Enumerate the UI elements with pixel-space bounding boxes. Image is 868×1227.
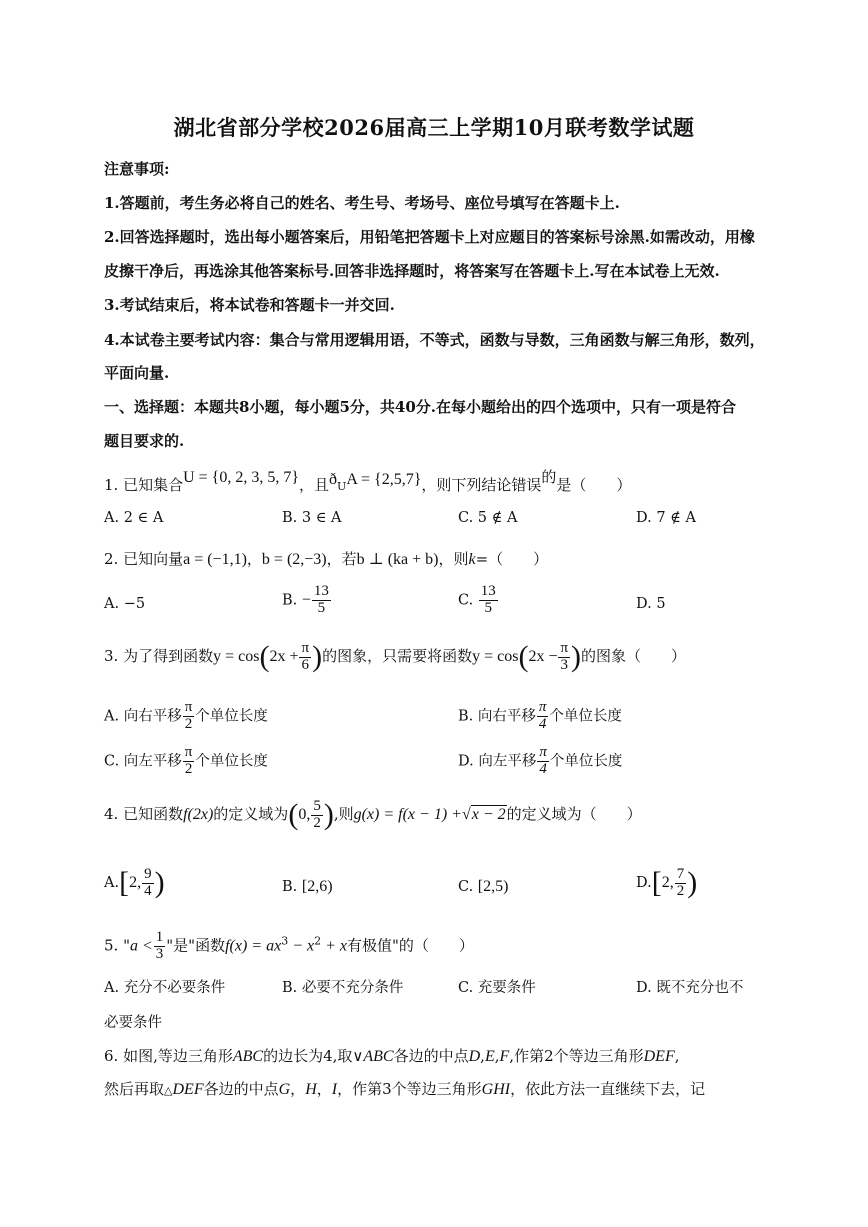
q6-line1-d: ,作第2个等边三角形 [509,1047,644,1065]
q4-opt-c-label: C. [458,879,474,895]
q5-func: f(x) = ax [225,937,282,955]
q1-complement-symbol: ð [329,471,338,488]
q4-opt-d-label: D. [636,875,652,891]
q3-opt-d-fraction [537,745,549,778]
question-6-line-2: 然后再取△DEF各边的中点G，H，I，作第3个等边三角形GHI，依此方法一直继续下去，记 [104,1080,706,1098]
q2-opt-c-label: C. [458,592,474,609]
q2-opt-c-num: 13 [480,583,496,599]
q3-opt-a-pi: π [184,699,193,715]
q4-opt-c-val: [2,5) [477,878,509,895]
q6-line2-d: ，依此方法一直继续下去，记 [510,1080,706,1098]
q4-opt-a-pre: 2, [129,874,142,891]
q6-abc: ABC [232,1048,264,1065]
q5-exp3: 3 [281,934,289,948]
q5-minus-x: − x [288,937,315,955]
q6-def: DEF [643,1048,675,1065]
q4-stem-a: 4. 已知函数 [104,805,184,823]
question-5-stem [104,930,778,963]
q3-opt-a-fraction [183,700,195,733]
q3-func2-den: 3 [560,656,568,673]
q4-stem-b: 的定义域为 [213,805,289,823]
q3-func1-arg: 2x + [269,648,299,665]
q3-opt-b-fraction [537,700,549,733]
q5-option-d-wrap: 必要条件 [104,1015,162,1031]
q4-opt-a-fraction [142,867,154,900]
q3-opt-c-den: 2 [184,760,193,777]
q2-opt-c-fraction [479,584,498,617]
q1-stem-a: 1. 已知集合 [104,476,184,494]
question-2-stem [104,548,778,569]
q4-opt-d-fraction [675,867,687,900]
q3-opt-c-pi: π [184,744,193,760]
q2-sep: ， [246,550,262,568]
q4-dom-fraction [311,799,323,832]
q1-option-c: C. 5 ∉ A [458,510,518,526]
q2-k: k [468,551,476,568]
q4-lparen: ( [288,798,299,831]
q3-option-d [458,745,622,778]
notice-heading: 注意事项: [104,160,170,178]
q3-func1-fraction [299,641,311,674]
section-1-line-2: 题目要求的. [104,432,185,450]
notice-item-2b: 皮擦干净后，再选涂其他答案标号.回答非选择题时，将答案写在答题卡上.写在本试卷上无效. [104,262,720,280]
q1-set-a: A = {2,5,7} [346,471,422,488]
question-6-line-1: 6. 如图,等边三角形ABC的边长为4,取∨ABC各边的中点D,E,F,作第2个等边三角形DEF, [104,1047,680,1065]
q3-opt-c-tail: 个单位长度 [195,753,268,770]
q2-opt-c-den: 5 [484,599,493,616]
q5-option-b: B. 必要不充分条件 [282,980,404,996]
q6-line1-c: 各边的中点 [393,1047,469,1065]
q2-stem-a: 2. 已知向量 [104,550,184,568]
q3-func1-den: 6 [301,656,310,673]
q3-func2-fraction [558,641,570,674]
q5-option-a: A. 充分不必要条件 [104,980,226,996]
q4-stem-d: 的定义域为（ ） [506,805,642,823]
q1-stem-e: 是（ ） [556,476,632,494]
q1-option-b: B. 3 ∈ A [282,510,342,526]
q3-opt-b-label: B. 向右平移 [458,708,536,725]
q3-opt-b-tail: 个单位长度 [549,708,622,725]
q3-opt-d-den: 4 [539,760,547,777]
q4-opt-d-rparen: ) [687,866,698,899]
q3-stem-c: 的图象（ ） [581,647,687,665]
q1-option-a: A. 2 ∈ A [104,510,164,526]
q5-den: 3 [155,945,164,962]
q4-gx: g(x) = f(x − 1) + [353,806,462,823]
q5-stem-a: 5. " [104,936,130,955]
q2-vector-a: a = (−1,1) [183,551,247,568]
notice-item-4b: 平面向量. [104,364,170,382]
q2-opt-b-label: B. [282,592,298,609]
q3-opt-b-den: 4 [538,715,547,732]
q3-opt-c-fraction [183,745,195,778]
q4-dom-den: 2 [313,814,321,831]
q4-opt-d-den: 2 [676,882,685,899]
q2-stem-b: ，若 [326,550,357,568]
q3-opt-c-label: C. 向左平移 [104,753,182,770]
q4-sqrt-arg: x − 2 [471,806,506,823]
q6-g: G [278,1081,291,1098]
q2-opt-b-num: 13 [313,583,329,599]
q6-ghi: GHI [481,1081,511,1098]
q4-option-d [636,866,697,900]
q6-f: F [499,1048,510,1065]
q2-option-d: D. 5 [636,596,666,612]
q2-option-b [282,584,332,617]
q3-opt-b-pi: π [538,699,547,715]
q3-func1-pi: π [301,639,310,656]
q4-opt-d-num: 7 [676,865,685,882]
q6-i: I [331,1081,338,1098]
q1-stem-c: ，则下列结论错误 [421,476,542,494]
q3-func2-pi: π [560,639,569,656]
q6-line1-a: 6. 如图,等边三角形 [104,1047,233,1065]
notice-item-3: 3.考试结束后，将本试卷和答题卡一并交回. [104,296,395,314]
q2-stem-c: ，则 [438,550,469,568]
q6-line1-b: 的边长为4,取∨ [263,1047,364,1065]
q3-opt-d-tail: 个单位长度 [549,753,623,770]
q4-option-b [282,878,333,896]
notice-item-1: 1.答题前，考生务必将自己的姓名、考生号、考场号、座位号填写在答题卡上. [104,194,620,212]
q3-rparen-1: ) [312,640,323,673]
q5-stem-c: 有极值"的（ ） [347,936,474,955]
q4-opt-d-lbracket: [ [651,866,662,899]
q4-stem-c: ,则 [333,805,354,823]
q4-opt-a-num: 9 [144,865,152,882]
q1-complement-sub: U [337,480,347,493]
q1-option-d: D. 7 ∉ A [636,510,696,526]
q5-option-c: C. 充要条件 [458,980,536,996]
q1-set-u: U = {0, 2, 3, 5, 7} [183,469,300,486]
page-title: 湖北省部分学校2026届高三上学期10月联考数学试题 [173,115,695,140]
q3-option-c [104,745,268,778]
q2-perp-condition: b ⊥ (ka + b) [356,551,439,568]
q3-stem-a: 3. 为了得到函数 [104,647,214,665]
q5-option-d: D. 既不充分也不 [636,980,744,996]
q6-abc-2: ABC [363,1048,394,1065]
q4-dom-num: 5 [313,797,321,814]
q1-stem-b: ，且 [299,476,330,494]
q4-rparen: ) [323,798,334,831]
q3-func2-pre: y = cos [472,648,519,665]
q4-opt-d-pre: 2, [661,874,674,891]
q5-a-lt: a < [129,937,153,955]
q6-def-2: DEF [172,1081,204,1098]
q3-func1-pre: y = cos [213,648,260,665]
q2-vector-b: b = (2,−3) [261,551,327,568]
q6-h: H [305,1081,317,1098]
q4-sqrt-sign: √ [461,806,471,823]
q3-opt-a-tail: 个单位长度 [195,708,268,725]
q2-option-c [458,584,499,617]
q5-num: 1 [155,929,164,945]
section-1-line-1: 一、选择题：本题共8小题，每小题5分，共40分.在每小题给出的四个选项中，只有一项是符合 [104,398,736,416]
q5-plus-x: + x [321,937,348,955]
q3-opt-a-den: 2 [184,715,193,732]
q2-opt-b-sign: − [301,591,311,609]
q4-opt-a-label: A. [104,875,120,891]
question-3-stem [104,640,778,674]
q6-d: D [468,1048,481,1065]
q3-rparen-2: ) [571,640,582,673]
q4-opt-a-lbracket: [ [119,866,130,899]
question-4-stem [104,798,778,832]
q2-stem-d: =（ ） [475,550,549,568]
q4-f2x: f(2x) [183,806,214,823]
q2-opt-b-den: 5 [317,599,326,616]
q3-opt-d-label: D. 向左平移 [458,753,537,770]
q2-option-a: A. −5 [104,596,146,612]
q3-lparen-1: ( [259,640,270,673]
q6-e: E [484,1048,495,1065]
q4-opt-b-val: [2,6) [301,878,333,895]
q5-fraction [154,930,166,963]
q5-stem-b: "是"函数 [166,936,226,955]
q3-option-a [104,700,268,733]
q3-stem-b: 的图象，只需要将函数 [322,647,473,665]
q6-line2-b: 各边的中点 [203,1080,279,1098]
q6-line2-a: 然后再取 [104,1080,165,1098]
q3-opt-d-pi: π [539,744,547,760]
q1-stem-d: 的 [541,468,557,486]
notice-item-4a: 4.本试卷主要考试内容：集合与常用逻辑用语，不等式，函数与导数，三角函数与解三角形，数列， [104,331,765,349]
q4-option-c [458,878,508,896]
q4-opt-b-label: B. [282,879,298,895]
q3-option-b [458,700,622,733]
question-1-stem [104,468,778,495]
notice-item-2a: 2.回答选择题时，选出每小题答案后，用铅笔把答题卡上对应题目的答案标号涂黑.如需改动，用橡 [104,228,755,246]
q6-triangle-symbol: △ [164,1084,173,1097]
q5-exp2: 2 [314,934,322,948]
q3-opt-a-label: A. 向右平移 [104,708,182,725]
q4-option-a [104,866,165,900]
q3-func2-arg: 2x − [528,648,558,665]
q2-opt-b-fraction [312,584,331,617]
q4-opt-a-rparen: ) [154,866,165,899]
q3-lparen-2: ( [518,640,529,673]
q6-line2-c: ，作第3个等边三角形 [337,1080,482,1098]
q4-opt-a-den: 4 [144,882,152,899]
q4-dom-pre: 0, [298,806,311,823]
